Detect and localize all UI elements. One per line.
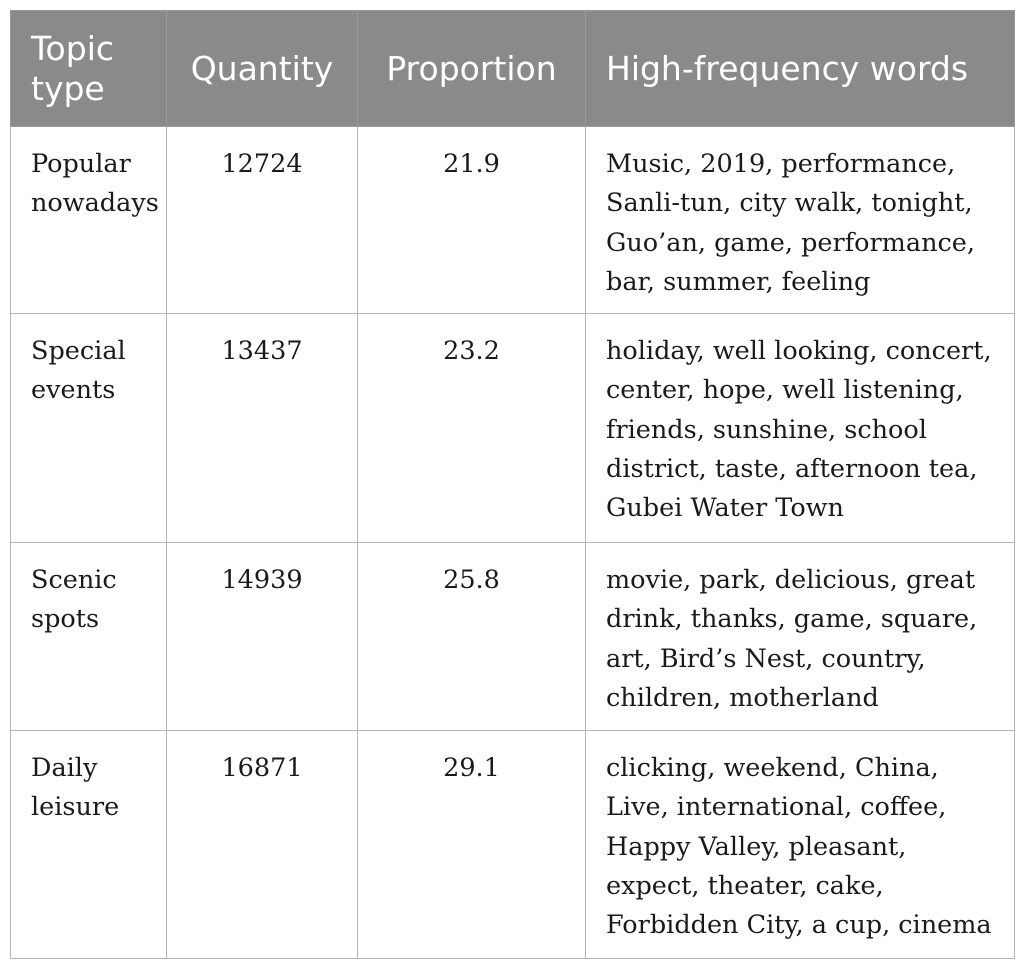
- cell-words: movie, park, delicious, great drink, thanks, game, square, art, Bird’s Nest, country, children, motherland: [586, 543, 1015, 731]
- cell-quantity: 16871: [167, 731, 358, 959]
- cell-words: holiday, well looking, concert, center, hope, well listening, friends, sunshine, school district, taste, afternoon tea, Gubei Water Town: [586, 314, 1015, 543]
- table-row: [11, 731, 1015, 959]
- cell-proportion: 25.8: [358, 543, 586, 731]
- cell-quantity: 14939: [167, 543, 358, 731]
- header-row: [11, 11, 1015, 127]
- topic-table: [10, 10, 1015, 959]
- table-row: [11, 543, 1015, 731]
- cell-proportion: 21.9: [358, 127, 586, 314]
- cell-topic: Special events: [11, 314, 167, 543]
- table-row: [11, 127, 1015, 314]
- cell-words: clicking, weekend, China, Live, international, coffee, Happy Valley, pleasant, expect, theater, cake, Forbidden City, a cup, cinema: [586, 731, 1015, 959]
- cell-topic: Daily leisure: [11, 731, 167, 959]
- table-row: [11, 314, 1015, 543]
- cell-quantity: 13437: [167, 314, 358, 543]
- header-topic-type: Topic type: [11, 11, 167, 127]
- header-quantity: Quantity: [167, 11, 358, 127]
- cell-proportion: 29.1: [358, 731, 586, 959]
- table-header: [11, 11, 1015, 127]
- data-table-container: [10, 10, 1015, 959]
- cell-proportion: 23.2: [358, 314, 586, 543]
- cell-quantity: 12724: [167, 127, 358, 314]
- header-proportion: Proportion: [358, 11, 586, 127]
- cell-topic: Scenic spots: [11, 543, 167, 731]
- cell-topic: Popular nowadays: [11, 127, 167, 314]
- cell-words: Music, 2019, performance, Sanli-tun, city walk, tonight, Guo’an, game, performance, bar, summer, feeling: [586, 127, 1015, 314]
- header-high-frequency-words: High-frequency words: [586, 11, 1015, 127]
- table-body: [11, 127, 1015, 959]
